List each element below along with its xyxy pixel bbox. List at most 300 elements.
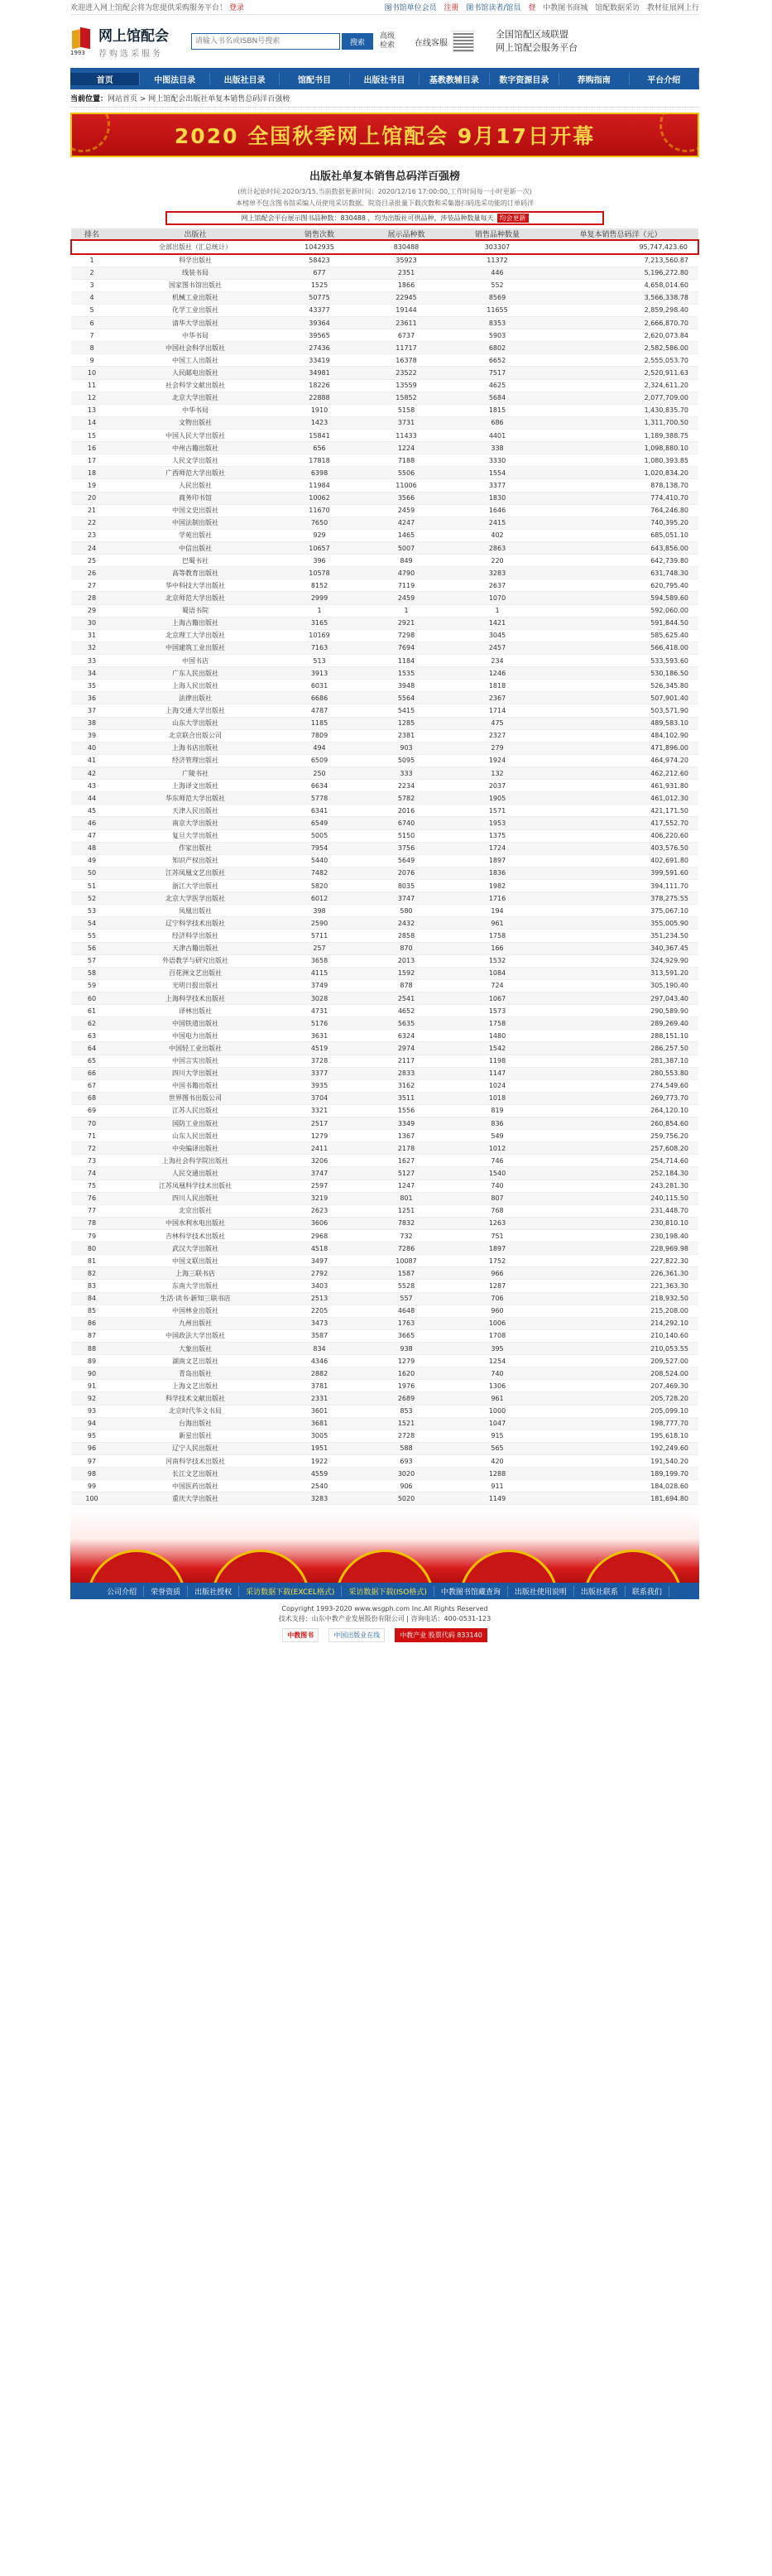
publisher-cell[interactable]: 广陵书社 <box>113 767 278 779</box>
sold-titles-cell: 1815 <box>452 404 543 416</box>
sold-titles-cell: 915 <box>452 1430 543 1442</box>
publisher-cell[interactable]: 中国水利水电出版社 <box>113 1217 278 1229</box>
footer-link-publisher-contact[interactable]: 出版社联系 <box>574 1586 626 1597</box>
table-row <box>71 1130 698 1142</box>
rank-cell: 67 <box>71 1079 113 1092</box>
publisher-cell[interactable]: 江苏人民出版社 <box>113 1104 278 1117</box>
publisher-cell[interactable]: 上海文艺出版社 <box>113 1380 278 1392</box>
rank-cell: 52 <box>71 892 113 905</box>
publisher-cell[interactable]: 人民文学出版社 <box>113 454 278 467</box>
publisher-cell[interactable]: 北京联合出版公司 <box>113 729 278 742</box>
titles-cell: 2459 <box>361 504 452 517</box>
total-value-cell: 260,854.60 <box>543 1117 698 1130</box>
publisher-cell[interactable]: 巴蜀书社 <box>113 555 278 567</box>
footer-link-company[interactable]: 公司介绍 <box>100 1586 144 1597</box>
nav-digital-catalog[interactable]: 数字资源目录 <box>490 73 559 85</box>
publisher-cell[interactable]: 武汉大学出版社 <box>113 1242 278 1255</box>
total-value-cell: 198,777.70 <box>543 1417 698 1430</box>
badge-online[interactable]: 中国出版业在线 <box>328 1628 385 1642</box>
publisher-cell[interactable]: 江苏凤凰文艺出版社 <box>113 867 278 879</box>
table-row <box>71 729 698 742</box>
rank-cell: 15 <box>71 430 113 442</box>
sold-titles-cell: 1246 <box>452 667 543 680</box>
publisher-cell[interactable]: 中国医药出版社 <box>113 1480 278 1492</box>
table-row <box>71 567 698 579</box>
publisher-cell[interactable]: 国防工业出版社 <box>113 1117 278 1130</box>
publisher-cell[interactable]: 科学出版社 <box>113 254 278 267</box>
rank-cell: 85 <box>71 1305 113 1317</box>
titles-cell: 5782 <box>361 792 452 805</box>
publisher-cell[interactable]: 中国法制出版社 <box>113 517 278 529</box>
bottom-decoration <box>70 1510 699 1583</box>
total-value-cell: 243,281.30 <box>543 1180 698 1192</box>
total-value-cell: 4,658,014.60 <box>543 279 698 291</box>
publisher-cell[interactable]: 北京出版社 <box>113 1204 278 1217</box>
publisher-cell[interactable]: 北京大学医学出版社 <box>113 892 278 905</box>
sold-titles-cell: 1573 <box>452 1005 543 1017</box>
publisher-cell[interactable]: 天津古籍出版社 <box>113 942 278 954</box>
publisher-cell[interactable]: 中国铁道出版社 <box>113 1017 278 1030</box>
publisher-cell[interactable]: 上海书店出版社 <box>113 742 278 754</box>
total-value-cell: 5,196,272.80 <box>543 267 698 279</box>
table-row <box>71 517 698 529</box>
footer-link-contact[interactable]: 联系我们 <box>626 1586 669 1597</box>
top-link-register[interactable]: 注册 <box>444 4 459 12</box>
total-value-cell: 228,969.98 <box>543 1242 698 1255</box>
publisher-cell[interactable]: 上海三联书店 <box>113 1267 278 1280</box>
publisher-cell[interactable]: 中国人民大学出版社 <box>113 430 278 442</box>
titles-cell: 557 <box>361 1292 452 1305</box>
sales-cell: 677 <box>278 267 361 279</box>
publisher-cell[interactable]: 蜀语书院 <box>113 604 278 617</box>
publisher-cell[interactable]: 中华书局 <box>113 404 278 416</box>
publisher-cell[interactable]: 辽宁科学技术出版社 <box>113 917 278 930</box>
table-row <box>71 1430 698 1442</box>
publisher-cell[interactable]: 生活·读书·新知三联书店 <box>113 1292 278 1305</box>
search-button[interactable]: 搜索 <box>342 33 373 50</box>
titles-cell: 5635 <box>361 1017 452 1030</box>
rank-cell: 42 <box>71 767 113 779</box>
rank-cell: 8 <box>71 342 113 354</box>
sales-cell: 5005 <box>278 829 361 842</box>
sales-cell: 7482 <box>278 867 361 879</box>
publisher-cell[interactable]: 中央编译出版社 <box>113 1142 278 1155</box>
sold-titles-cell: 2367 <box>452 692 543 704</box>
publisher-cell[interactable]: 广西师范大学出版社 <box>113 467 278 479</box>
publisher-cell[interactable]: 中华书局 <box>113 329 278 342</box>
sales-cell: 1525 <box>278 279 361 291</box>
rank-cell: 86 <box>71 1317 113 1329</box>
publisher-cell[interactable]: 河南科学技术出版社 <box>113 1455 278 1468</box>
publisher-cell[interactable]: 复旦大学出版社 <box>113 829 278 842</box>
publisher-cell[interactable]: 湖南文艺出版社 <box>113 1355 278 1367</box>
table-row <box>71 416 698 429</box>
publisher-cell[interactable]: 中国建筑工业出版社 <box>113 642 278 654</box>
rank-cell: 49 <box>71 854 113 867</box>
total-value-cell: 685,051.10 <box>543 529 698 541</box>
table-row <box>71 467 698 479</box>
sales-cell: 27436 <box>278 342 361 354</box>
publisher-cell[interactable]: 社会科学文献出版社 <box>113 379 278 392</box>
total-value-cell: 184,028.60 <box>543 1480 698 1492</box>
publisher-cell[interactable]: 中国林业出版社 <box>113 1305 278 1317</box>
publisher-cell[interactable]: 人民交通出版社 <box>113 1167 278 1180</box>
table-row <box>71 604 698 617</box>
publisher-cell[interactable]: 中国书店 <box>113 655 278 667</box>
top-link-data[interactable]: 馆配数据采访 <box>595 4 640 12</box>
nav-guide[interactable]: 荐购指南 <box>559 73 629 85</box>
sales-cell: 3913 <box>278 667 361 680</box>
publisher-cell[interactable]: 广东人民出版社 <box>113 667 278 680</box>
top-link-library-member[interactable]: 图书馆单位会员 <box>384 4 437 12</box>
footer-link-excel-download[interactable]: 采访数据下载(EXCEL格式) <box>239 1586 342 1597</box>
footer-link-honors[interactable]: 荣誉资质 <box>144 1586 188 1597</box>
sold-titles-cell: 3377 <box>452 479 543 492</box>
nav-home[interactable]: 首页 <box>70 73 140 85</box>
publisher-cell[interactable]: 南京大学出版社 <box>113 817 278 829</box>
publisher-cell[interactable]: 北京大学出版社 <box>113 392 278 404</box>
footer-nav <box>70 1583 699 1599</box>
total-value-cell: 399,591.60 <box>543 867 698 879</box>
breadcrumb-home[interactable]: 网站首页 <box>108 95 138 103</box>
table-row <box>71 1180 698 1192</box>
publisher-cell[interactable]: 经济管理出版社 <box>113 754 278 767</box>
logo-title: 网上馆配会 <box>98 28 169 45</box>
titles-cell: 13559 <box>361 379 452 392</box>
sales-cell: 43377 <box>278 304 361 316</box>
total-value-cell: 592,060.00 <box>543 604 698 617</box>
sales-cell: 2513 <box>278 1292 361 1305</box>
publisher-cell[interactable]: 中国言实出版社 <box>113 1055 278 1067</box>
sold-titles-cell: 911 <box>452 1480 543 1492</box>
publisher-cell[interactable]: 北京时代华文书局 <box>113 1405 278 1417</box>
nav-publisher-booklist[interactable]: 出版社书目 <box>350 73 420 85</box>
titles-cell: 2013 <box>361 954 452 967</box>
sales-cell: 3219 <box>278 1192 361 1204</box>
total-label: 全部出版社（汇总统计） <box>113 240 278 254</box>
titles-cell: 1587 <box>361 1267 452 1280</box>
titles-cell: 11433 <box>361 430 452 442</box>
publisher-cell[interactable]: 化学工业出版社 <box>113 304 278 316</box>
publisher-cell[interactable]: 中国书籍出版社 <box>113 1079 278 1092</box>
publisher-cell[interactable]: 重庆大学出版社 <box>113 1492 278 1505</box>
rank-cell: 38 <box>71 717 113 729</box>
publisher-cell[interactable]: 新星出版社 <box>113 1430 278 1442</box>
rank-cell: 43 <box>71 780 113 792</box>
publisher-cell[interactable]: 上海译文出版社 <box>113 780 278 792</box>
table-row <box>71 829 698 842</box>
publisher-cell[interactable]: 经济科学出版社 <box>113 930 278 942</box>
sold-titles-cell: 3283 <box>452 567 543 579</box>
publisher-cell[interactable]: 光明日报出版社 <box>113 979 278 992</box>
publisher-cell[interactable]: 中国社会科学出版社 <box>113 342 278 354</box>
table-row <box>71 1192 698 1204</box>
top-link-login[interactable]: 登 <box>528 4 536 12</box>
sold-titles-cell: 1532 <box>452 954 543 967</box>
total-value-cell: 230,198.40 <box>543 1230 698 1242</box>
publisher-cell[interactable]: 山东大学出版社 <box>113 717 278 729</box>
footer <box>70 1604 699 1624</box>
titles-cell: 849 <box>361 555 452 567</box>
sold-titles-cell: 686 <box>452 416 543 429</box>
stat-box: 网上馆配会平台展示图书品种数：830488 ，均为出版社可供品种，涉装品种数量每天 均会更新 <box>165 211 604 225</box>
total-value-cell: 231,448.70 <box>543 1204 698 1217</box>
sold-titles-cell: 751 <box>452 1230 543 1242</box>
nav-library-booklist[interactable]: 馆配书目 <box>280 73 349 85</box>
total-value-cell: 274,549.60 <box>543 1079 698 1092</box>
rank-cell: 11 <box>71 379 113 392</box>
publisher-cell[interactable]: 外语教学与研究出版社 <box>113 954 278 967</box>
publisher-cell[interactable]: 北京师范大学出版社 <box>113 592 278 604</box>
table-row <box>71 1142 698 1155</box>
publisher-cell[interactable]: 上海人民出版社 <box>113 680 278 692</box>
sold-titles-cell: 166 <box>452 942 543 954</box>
login-link[interactable]: 登录 <box>228 4 244 12</box>
publisher-cell[interactable]: 凤凰出版社 <box>113 905 278 917</box>
table-row <box>71 1455 698 1468</box>
total-value-cell: 181,694.80 <box>543 1492 698 1505</box>
titles-cell: 1866 <box>361 279 452 291</box>
badge-cnpiec[interactable]: 中教图书 <box>282 1628 319 1642</box>
top-link-mall[interactable]: 中教图书商城 <box>543 4 588 12</box>
total-value-cell: 764,246.80 <box>543 504 698 517</box>
publisher-cell[interactable]: 山东人民出版社 <box>113 1130 278 1142</box>
table-row <box>71 1067 698 1079</box>
rank-cell: 4 <box>71 291 113 304</box>
top-link-textbook[interactable]: 教材征展网上行 <box>646 4 699 12</box>
titles-cell: 8035 <box>361 879 452 892</box>
publisher-cell[interactable]: 九州出版社 <box>113 1317 278 1329</box>
total-value-cell: 290,589.90 <box>543 1005 698 1017</box>
publisher-cell[interactable]: 清华大学出版社 <box>113 317 278 329</box>
table-row <box>71 1217 698 1229</box>
table-row <box>71 342 698 354</box>
sold-titles-cell: 1018 <box>452 1092 543 1104</box>
publisher-cell[interactable]: 中国政法大学出版社 <box>113 1329 278 1342</box>
total-value-cell: 2,666,870.70 <box>543 317 698 329</box>
sales-cell: 18226 <box>278 379 361 392</box>
publisher-cell[interactable]: 机械工业出版社 <box>113 291 278 304</box>
table-row <box>71 504 698 517</box>
sales-cell: 7650 <box>278 517 361 529</box>
rank-cell: 7 <box>71 329 113 342</box>
footer-link-iso-download[interactable]: 采访数据下载(ISO格式) <box>342 1586 434 1597</box>
publisher-cell[interactable]: 四川人民出版社 <box>113 1192 278 1204</box>
sales-cell: 3473 <box>278 1317 361 1329</box>
sales-cell: 3165 <box>278 617 361 629</box>
titles-cell: 7694 <box>361 642 452 654</box>
logo[interactable] <box>70 21 178 62</box>
total-value-cell: 227,822.30 <box>543 1255 698 1267</box>
publisher-cell[interactable]: 上海交通大学出版社 <box>113 704 278 717</box>
titles-cell: 1592 <box>361 967 452 979</box>
rank-cell: 34 <box>71 667 113 680</box>
total-value-cell: 209,527.00 <box>543 1355 698 1367</box>
sold-titles-cell: 220 <box>452 555 543 567</box>
publisher-cell[interactable]: 中国电力出版社 <box>113 1030 278 1042</box>
rank-cell: 16 <box>71 442 113 454</box>
ranking-table <box>70 228 699 1505</box>
sales-cell: 17818 <box>278 454 361 467</box>
rank-cell: 37 <box>71 704 113 717</box>
rank-cell: 68 <box>71 1092 113 1104</box>
table-row <box>71 1355 698 1367</box>
search-input[interactable] <box>191 33 340 50</box>
publisher-cell[interactable]: 中信出版社 <box>113 542 278 555</box>
advanced-search-link[interactable]: 高级检索 <box>380 32 396 50</box>
rank-cell: 88 <box>71 1343 113 1355</box>
rank-cell: 24 <box>71 542 113 555</box>
publisher-cell[interactable]: 东南大学出版社 <box>113 1280 278 1292</box>
sales-cell: 6012 <box>278 892 361 905</box>
footer-link-instructions[interactable]: 出版社使用说明 <box>508 1586 574 1597</box>
table-row <box>71 817 698 829</box>
sold-titles-cell: 194 <box>452 905 543 917</box>
badge-stock[interactable]: 中教产业 股票代码 833140 <box>395 1628 487 1642</box>
publisher-cell[interactable]: 高等教育出版社 <box>113 567 278 579</box>
sold-titles-cell: 4401 <box>452 430 543 442</box>
sales-cell: 2999 <box>278 592 361 604</box>
total-value-cell: 2,859,298.40 <box>543 304 698 316</box>
publisher-cell[interactable]: 中国文史出版社 <box>113 504 278 517</box>
footer-link-authorization[interactable]: 出版社授权 <box>188 1586 239 1597</box>
rank-cell: 91 <box>71 1380 113 1392</box>
publisher-cell[interactable]: 上海古籍出版社 <box>113 617 278 629</box>
total-value-cell: 2,582,586.00 <box>543 342 698 354</box>
nav-publisher-catalog[interactable]: 出版社目录 <box>210 73 280 85</box>
table-row <box>71 642 698 654</box>
sales-cell: 4115 <box>278 967 361 979</box>
online-service[interactable]: 在线客服 <box>415 31 474 52</box>
sales-cell: 494 <box>278 742 361 754</box>
total-value-cell: 464,974.20 <box>543 754 698 767</box>
sales-cell: 7163 <box>278 642 361 654</box>
publisher-cell[interactable]: 大象出版社 <box>113 1343 278 1355</box>
publisher-cell[interactable]: 天津人民出版社 <box>113 805 278 817</box>
sales-cell: 2540 <box>278 1480 361 1492</box>
publisher-cell[interactable]: 中国文联出版社 <box>113 1255 278 1267</box>
total-value-cell: 594,589.60 <box>543 592 698 604</box>
titles-cell: 3162 <box>361 1079 452 1092</box>
titles-cell: 23522 <box>361 367 452 379</box>
titles-cell: 2076 <box>361 867 452 879</box>
sales-cell: 3658 <box>278 954 361 967</box>
sales-cell: 8152 <box>278 579 361 592</box>
titles-cell: 1224 <box>361 442 452 454</box>
footer-link-holdings[interactable]: 中教图书馆藏查询 <box>434 1586 508 1597</box>
titles-cell: 4790 <box>361 567 452 579</box>
rank-cell: 94 <box>71 1417 113 1430</box>
publisher-cell[interactable]: 商务印书馆 <box>113 492 278 504</box>
titles-cell: 2459 <box>361 592 452 604</box>
sales-cell: 3747 <box>278 1167 361 1180</box>
sold-titles-cell: 1287 <box>452 1280 543 1292</box>
publisher-cell[interactable]: 百花洲文艺出版社 <box>113 967 278 979</box>
sold-titles-cell: 11372 <box>452 254 543 267</box>
titles-cell: 2728 <box>361 1430 452 1442</box>
publisher-cell[interactable]: 中国工人出版社 <box>113 354 278 367</box>
publisher-cell[interactable]: 世界图书出版公司 <box>113 1092 278 1104</box>
publisher-cell[interactable]: 华中科技大学出版社 <box>113 579 278 592</box>
publisher-cell[interactable]: 中国轻工业出版社 <box>113 1042 278 1055</box>
titles-cell: 3731 <box>361 416 452 429</box>
publisher-cell[interactable]: 人民邮电出版社 <box>113 367 278 379</box>
titles-cell: 7286 <box>361 1242 452 1255</box>
table-row <box>71 680 698 692</box>
sold-titles-cell: 3045 <box>452 629 543 642</box>
sales-cell: 1910 <box>278 404 361 416</box>
col-total-value: 单复本销售总码洋（元） <box>543 228 698 240</box>
table-row <box>71 1079 698 1092</box>
publisher-cell[interactable]: 科学技术文献出版社 <box>113 1392 278 1405</box>
publisher-cell[interactable]: 译林出版社 <box>113 1005 278 1017</box>
sold-titles-cell: 1024 <box>452 1079 543 1092</box>
publisher-cell[interactable]: 线装书局 <box>113 267 278 279</box>
total-value-cell: 195,618.10 <box>543 1430 698 1442</box>
publisher-cell[interactable]: 法律出版社 <box>113 692 278 704</box>
publisher-cell[interactable]: 台海出版社 <box>113 1417 278 1430</box>
total-value-cell: 394,111.70 <box>543 879 698 892</box>
table-row <box>71 404 698 416</box>
titles-cell: 7832 <box>361 1217 452 1229</box>
publisher-cell[interactable]: 作家出版社 <box>113 842 278 854</box>
table-row <box>71 704 698 717</box>
publisher-cell[interactable]: 长江文艺出版社 <box>113 1468 278 1480</box>
sold-titles-cell: 8569 <box>452 291 543 304</box>
publisher-cell[interactable]: 浙江大学出版社 <box>113 879 278 892</box>
table-body <box>71 240 698 1505</box>
publisher-cell[interactable]: 学苑出版社 <box>113 529 278 541</box>
publisher-cell[interactable]: 文物出版社 <box>113 416 278 429</box>
table-row <box>71 892 698 905</box>
publisher-cell[interactable]: 吉林科学技术出版社 <box>113 1230 278 1242</box>
nav-clc-catalog[interactable]: 中图法目录 <box>140 73 209 85</box>
titles-cell: 10087 <box>361 1255 452 1267</box>
total-value-cell: 192,249.60 <box>543 1442 698 1454</box>
sold-titles-cell: 552 <box>452 279 543 291</box>
rank-cell: 28 <box>71 592 113 604</box>
sold-titles-cell: 746 <box>452 1155 543 1167</box>
publisher-cell[interactable]: 上海科学技术出版社 <box>113 992 278 1004</box>
promo-banner[interactable]: 2020 全国秋季网上馆配会 9月17日开幕 <box>70 113 699 157</box>
nav-k12-catalog[interactable]: 基教教辅目录 <box>420 73 489 85</box>
publisher-cell[interactable]: 人民出版社 <box>113 479 278 492</box>
table-row <box>71 1055 698 1067</box>
publisher-cell[interactable]: 江苏凤凰科学技术出版社 <box>113 1180 278 1192</box>
publisher-cell[interactable]: 辽宁人民出版社 <box>113 1442 278 1454</box>
publisher-cell[interactable]: 国家图书馆出版社 <box>113 279 278 291</box>
total-value-cell: 254,714.60 <box>543 1155 698 1167</box>
publisher-cell[interactable]: 四川大学出版社 <box>113 1067 278 1079</box>
titles-cell: 11006 <box>361 479 452 492</box>
publisher-cell[interactable]: 华东师范大学出版社 <box>113 792 278 805</box>
nav-about[interactable]: 平台介绍 <box>630 73 699 85</box>
sold-titles-cell: 1421 <box>452 617 543 629</box>
top-link-reader[interactable]: 图书馆读者/馆员 <box>466 4 521 12</box>
publisher-cell[interactable]: 北京理工大学出版社 <box>113 629 278 642</box>
publisher-cell[interactable]: 知识产权出版社 <box>113 854 278 867</box>
rank-cell: 47 <box>71 829 113 842</box>
rank-cell: 75 <box>71 1180 113 1192</box>
table-row <box>71 1405 698 1417</box>
table-row <box>71 1329 698 1342</box>
publisher-cell[interactable]: 青岛出版社 <box>113 1367 278 1380</box>
publisher-cell[interactable]: 上海社会科学院出版社 <box>113 1155 278 1167</box>
table-row <box>71 1480 698 1492</box>
rank-cell: 100 <box>71 1492 113 1505</box>
total-value-cell: 375,067.10 <box>543 905 698 917</box>
publisher-cell[interactable]: 中州古籍出版社 <box>113 442 278 454</box>
